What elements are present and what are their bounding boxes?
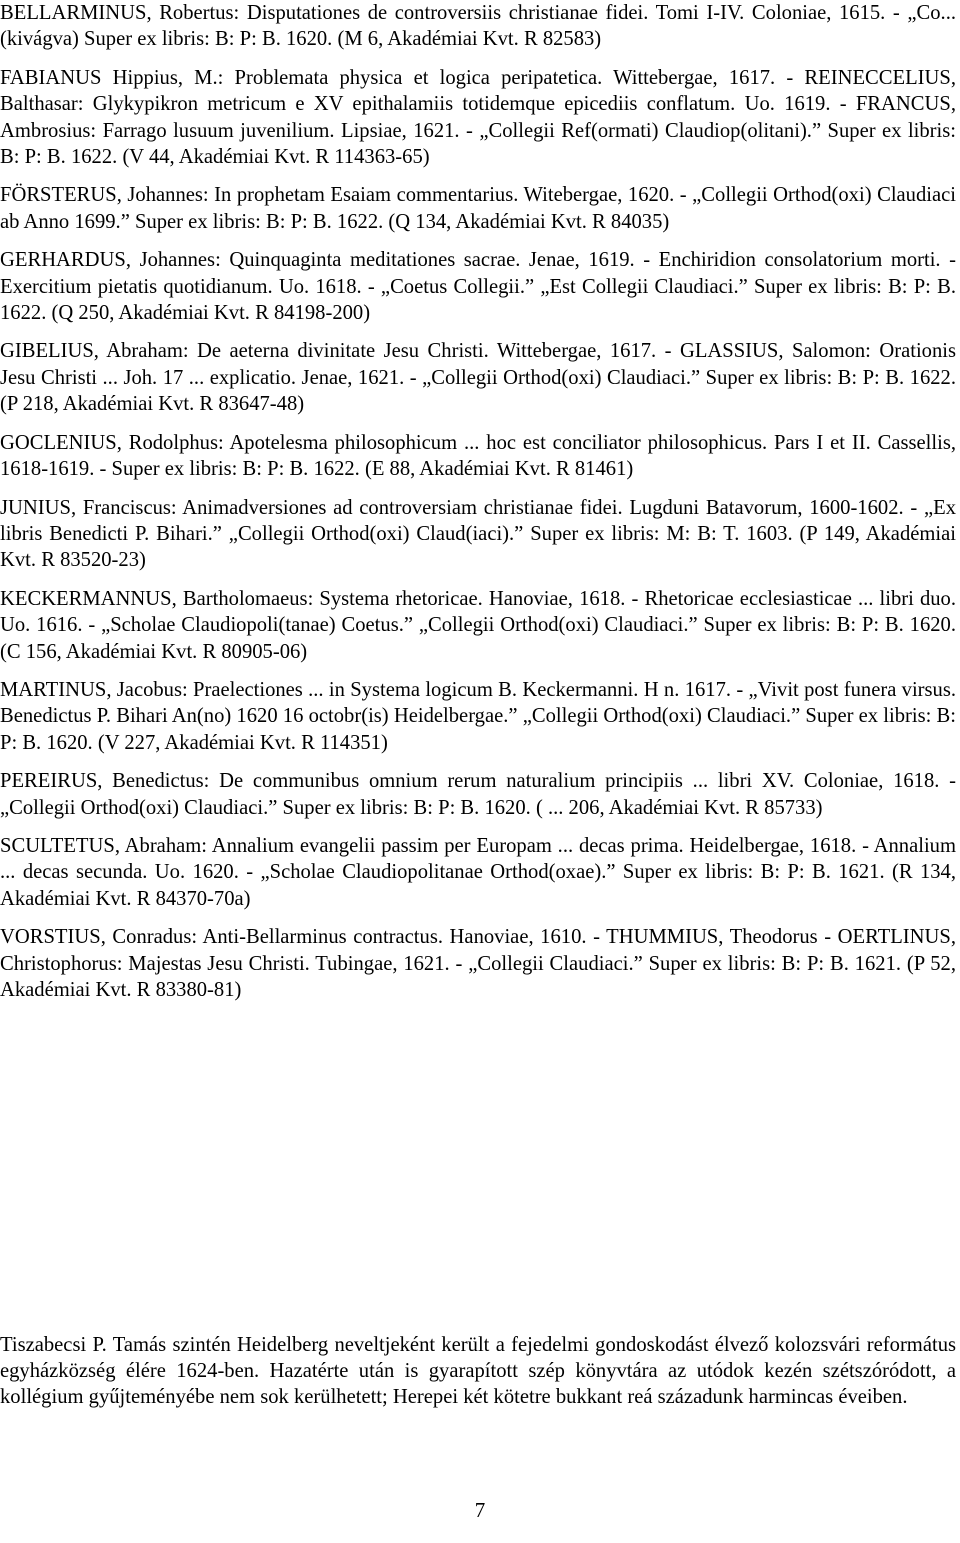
closing-paragraph: Tiszabecsi P. Tamás szintén Heidelberg neveltjeként került a fejedelmi gondoskodást élvező kolozsvári református egyházközség élére 1624-ben. Hazatérte után is gyarapított szép könyvtára az utódok kezén szétszóródott, a kollégium gyűjteményébe nem sok kerülhetett; Herepei két kötetre bukkant reá századunk harmincas éveiben. xyxy=(0,1334,956,1409)
catalog-entry-martinus: MARTINUS, Jacobus: Praelectiones ... in Systema logicum B. Keckermanni. H n. 1617. - „Vivit post funera virsus. Benedictus P. Bihari An(no) 1620 16 octobr(is) Heidelbergae.” „Collegii Orthod(oxi) Claudiaci.” Super ex libris: B: P: B. 1620. (V 227, Akadémiai Kvt. R 114351) xyxy=(0,678,956,754)
catalog-entry-fabianus: FABIANUS Hippius, M.: Problemata physica et logica peripatetica. Wittebergae, 1617. - REINECCELIUS, Balthasar: Glykypikron metricum e XV epithalamiis totidemque epicediis conflatum. Uo. 1619. - FRANCUS, Ambrosius: Farrago lusuum juvenilium. Lipsiae, 1621. - „Collegii Ref(ormati) Claudiop(olitani).” Super ex libris: B: P: B. 1622. (V 44, Akadémiai Kvt. R 114363-65) xyxy=(0,66,956,169)
catalog-entry-gerhardus: GERHARDUS, Johannes: Quinquaginta meditationes sacrae. Jenae, 1619. - Enchiridion consolatorium morti. - Exercitium pietatis quotidianum. Uo. 1618. - „Coetus Collegii.” „Est Collegii Claudiaci.” Super ex libris: B: P: B. 1622. (Q 250, Akadémiai Kvt. R 84198-200) xyxy=(0,249,956,325)
page-number: 7 xyxy=(474,1498,486,1522)
catalog-entry-scultetus: SCULTETUS, Abraham: Annalium evangelii passim per Europam ... decas prima. Heidelbergae, 1618. - Annalium ... decas secunda. Uo. 1620. - „Scholae Claudiopolitanae Orthod(oxae).” Super ex libris: B: P: B. 1621. (R 134, Akadémiai Kvt. R 84370-70a) xyxy=(0,834,956,910)
catalog-entry-vorstius: VORSTIUS, Conradus: Anti-Bellarminus contractus. Hanoviae, 1610. - THUMMIUS, Theodorus - OERTLINUS, Christophorus: Majestas Jesu Christi. Tubingae, 1621. - „Collegii Claudiaci.” Super ex libris: B: P: B. 1621. (P 52, Akadémiai Kvt. R 83380-81) xyxy=(0,926,956,1001)
catalog-entry-bellarminus: BELLARMINUS, Robertus: Disputationes de controversiis christianae fidei. Tomi I-IV. Coloniae, 1615. - „Co... (kivágva) Super ex libris: B: P: B. 1620. (M 6, Akadémiai Kvt. R 82583) xyxy=(0,2,956,51)
catalog-entry-keckermannus: KECKERMANNUS, Bartholomaeus: Systema rhetoricae. Hanoviae, 1618. - Rhetoricae ecclesiasticae ... libri duo. Uo. 1616. - „Scholae Claudiopoli(tanae) Coetus.” „Collegii Orthod(oxi) Claudiaci.” Super ex libris: B: P: B. 1620. (C 156, Akadémiai Kvt. R 80905-06) xyxy=(0,587,956,663)
catalog-entry-gibelius: GIBELIUS, Abraham: De aeterna divinitate Jesu Christi. Wittebergae, 1617. - GLASSIUS, Salomon: Orationis Jesu Christi ... Joh. 17 ... explicatio. Jenae, 1621. - „Collegii Orthod(oxi) Claudiaci.” Super ex libris: B: P: B. 1622. (P 218, Akadémiai Kvt. R 83647-48) xyxy=(0,340,956,416)
catalog-entry-forsterus: FÖRSTERUS, Johannes: In prophetam Esaiam commentarius. Witebergae, 1620. - „Collegii Orthod(oxi) Claudiaci ab Anno 1699.” Super ex libris: B: P: B. 1622. (Q 134, Akadémiai Kvt. R 84035) xyxy=(0,184,956,233)
catalog-entry-pereirus: PEREIRUS, Benedictus: De communibus omnium rerum naturalium principiis ... libri XV. Coloniae, 1618. - „Collegii Orthod(oxi) Claudiaci.” Super ex libris: B: P: B. 1620. ( ... 206, Akadémiai Kvt. R 85733) xyxy=(0,770,956,819)
catalog-entry-goclenius: GOCLENIUS, Rodolphus: Apotelesma philosophicum ... hoc est conciliator philosophicus. Pars I et II. Cassellis, 1618-1619. - Super ex libris: B: P: B. 1622. (E 88, Akadémiai Kvt. R 81461) xyxy=(0,431,956,481)
catalog-entry-junius: JUNIUS, Franciscus: Animadversiones ad controversiam christianae fidei. Lugduni Batavorum, 1600-1602. - „Ex libris Benedicti P. Bihari.” „Collegii Orthod(oxi) Claud(iaci).” Super ex libris: M: B: T. 1603. (P 149, Akadémiai Kvt. R 83520-23) xyxy=(0,496,956,572)
